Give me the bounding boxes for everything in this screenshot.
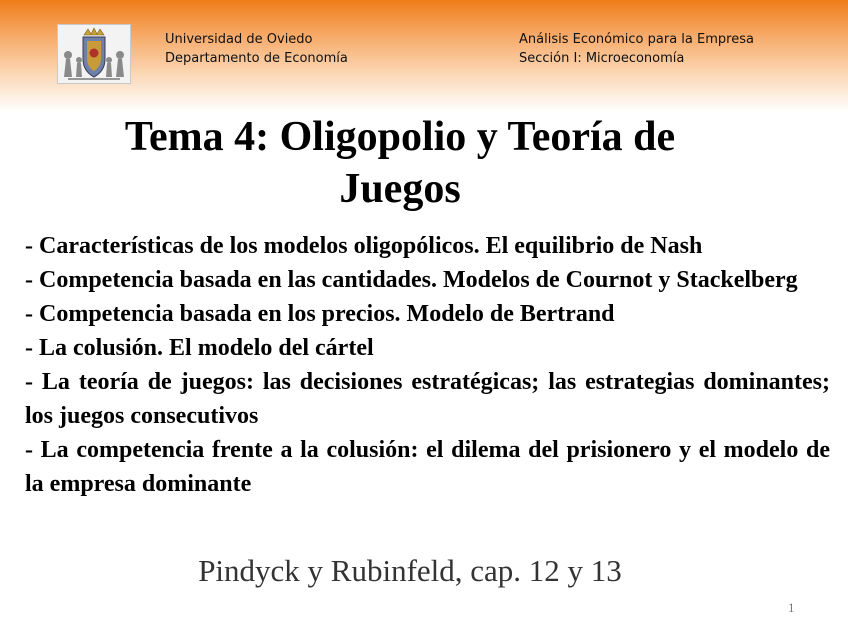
department-name: Departamento de Economía [165,51,348,66]
slide-header-band [0,0,848,112]
university-crest-icon [57,24,131,84]
topic-item: - La competencia frente a la colusión: el dilema del prisionero y el modelo de la empresa dominante [25,437,830,497]
header-right-text [519,30,754,68]
topic-item: - Competencia basada en los precios. Modelo de Bertrand [25,301,615,327]
topic-item: - Competencia basada en las cantidades. Modelos de Cournot y Stackelberg [25,267,798,293]
header-left-text [165,30,348,68]
topic-item: - La colusión. El modelo del cártel [25,335,374,361]
bibliography-reference: Pindyck y Rubinfeld, cap. 12 y 13 [198,553,622,588]
slide-title [60,111,740,215]
course-name: Análisis Económico para la Empresa [519,32,754,47]
topic-item: - La teoría de juegos: las decisiones estratégicas; las estrategias dominantes; los juegos consecutivos [25,369,830,429]
page-number: 1 [788,600,795,615]
topic-item: - Características de los modelos oligopólicos. El equilibrio de Nash [25,233,703,259]
slide-title-line-1: Tema 4: Oligopolio y Teoría de [124,114,676,160]
university-name: Universidad de Oviedo [165,32,313,47]
topic-list [25,229,830,501]
slide-title-line-2: Juegos [339,166,461,212]
section-name: Sección I: Microeconomía [519,51,685,66]
